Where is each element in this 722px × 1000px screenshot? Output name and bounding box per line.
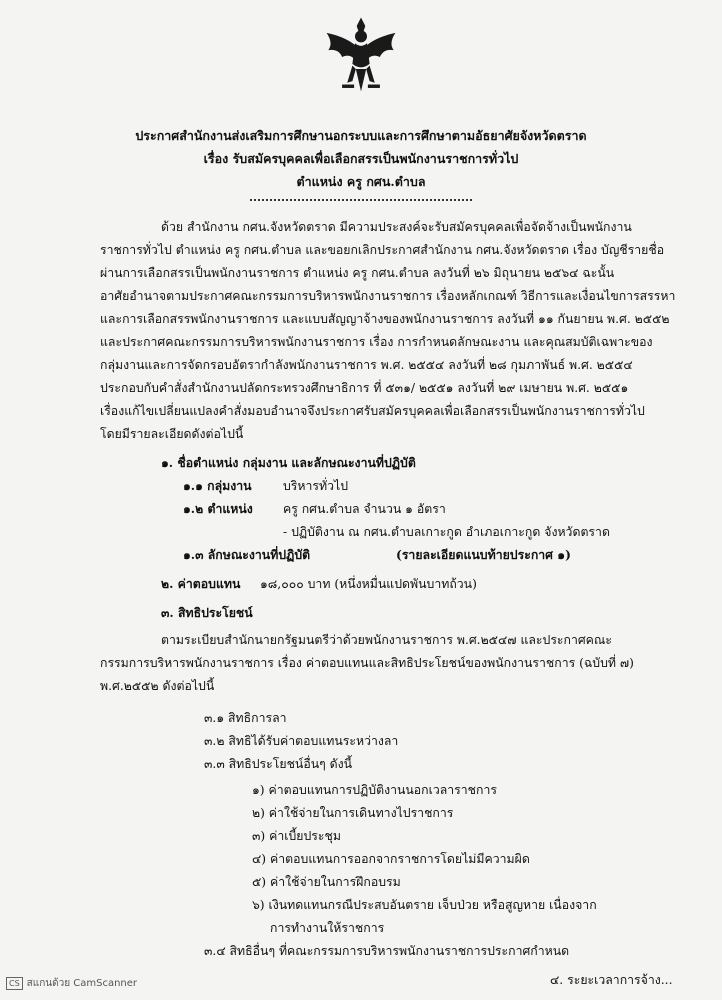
section3-3: ๓.๓ สิทธิประโยชน์อื่นๆ ดังนี้ xyxy=(204,757,353,771)
benefit-item: การทำงานให้ราชการ xyxy=(270,921,385,935)
section1-3-value: (รายละเอียดแนบท้ายประกาศ ๑) xyxy=(396,547,571,562)
benefit-item: ๑) ค่าตอบแทนการปฏิบัติงานนอกเวลาราชการ xyxy=(252,783,497,797)
section2-label: ๒. ค่าตอบแทน xyxy=(161,576,241,591)
section2-value: ๑๘,๐๐๐ บาท (หนึ่งหมื่นแปดพันบาทถ้วน) xyxy=(260,577,477,591)
body-line: และการเลือกสรรพนักงานราชการ และแบบสัญญาจ้างของพนักงานราชการ ลงวันที่ ๑๑ กันยายน พ.ศ. ๒๕๕๒ xyxy=(100,312,670,326)
body-line: ด้วย สำนักงาน กศน.จังหวัดตราด มีความประสงค์จะรับสมัครบุคคลเพื่อจัดจ้างเป็นพนักงาน xyxy=(161,220,632,234)
section3-para-line: กรรมการบริหารพนักงานราชการ เรื่อง ค่าตอบแทนและสิทธิประโยชน์ของพนักงานราชการ (ฉบับที่ ๗) xyxy=(100,656,634,670)
section3-para-line: ตามระเบียบสำนักนายกรัฐมนตรีว่าด้วยพนักงานราชการ พ.ศ.๒๕๔๗ และประกาศคณะ xyxy=(161,633,612,647)
announcement-subject: เรื่อง รับสมัครบุคคลเพื่อเลือกสรรเป็นพนักงานราชการทั่วไป xyxy=(203,151,519,166)
section3-1: ๓.๑ สิทธิการลา xyxy=(204,711,287,725)
announcement-position: ตำแหน่ง ครู กศน.ตำบล xyxy=(296,174,426,189)
body-line: ประกอบกับคำสั่งสำนักงานปลัดกระทรวงศึกษาธิการ ที่ ๕๓๑/ ๒๕๕๑ ลงวันที่ ๒๙ เมษายน พ.ศ. ๒๕๕๑ xyxy=(100,381,629,395)
section3-para-line: พ.ศ.๒๕๕๒ ดังต่อไปนี้ xyxy=(100,679,215,693)
camscanner-text: สแกนด้วย CamScanner xyxy=(26,978,138,989)
announcement-title: ประกาศสำนักงานส่งเสริมการศึกษานอกระบบและการศึกษาตามอัธยาศัยจังหวัดตราด xyxy=(135,128,587,143)
benefit-item: ๖) เงินทดแทนกรณีประสบอันตราย เจ็บป่วย หรือสูญหาย เนื่องจาก xyxy=(252,898,597,912)
section3-2: ๓.๒ สิทธิได้รับค่าตอบแทนระหว่างลา xyxy=(204,734,399,748)
benefit-item: ๕) ค่าใช้จ่ายในการฝึกอบรม xyxy=(252,875,401,889)
benefit-item: ๔) ค่าตอบแทนการออกจากราชการโดยไม่มีความผิด xyxy=(252,852,530,866)
body-line: กลุ่มงานและการจัดกรอบอัตรากำลังพนักงานราชการ พ.ศ. ๒๕๕๔ ลงวันที่ ๒๘ กุมภาพันธ์ พ.ศ. ๒๕๕๔ xyxy=(100,358,633,372)
camscanner-logo-icon: CS xyxy=(6,977,23,990)
body-line: โดยมีรายละเอียดดังต่อไปนี้ xyxy=(100,427,244,441)
section1-1-label: ๑.๑ กลุ่มงาน xyxy=(183,478,252,493)
body-line: ราชการทั่วไป ตำแหน่ง ครู กศน.ตำบล และขอยกเลิกประกาศสำนักงาน กศน.จังหวัดตราด เรื่อง บัญชีรายชื่อ xyxy=(100,243,665,257)
benefit-item: ๓) ค่าเบี้ยประชุม xyxy=(252,829,341,843)
body-line: และประกาศคณะกรรมการบริหารพนักงานราชการ เรื่อง การกำหนดลักษณะงาน และคุณสมบัติเฉพาะของ xyxy=(100,335,653,349)
benefit-item: ๒) ค่าใช้จ่ายในการเดินทางไปราชการ xyxy=(252,806,454,820)
section1-3-label: ๑.๓ ลักษณะงานที่ปฏิบัติ xyxy=(183,547,311,562)
body-line: เรื่องแก้ไขเปลี่ยนแปลงคำสั่งมอบอำนาจจึงประกาศรับสมัครบุคคลเพื่อเลือกสรรเป็นพนักงานราชการทั่วไป xyxy=(100,404,645,418)
body-line: อาศัยอำนาจตามประกาศคณะกรรมการบริหารพนักงานราชการ เรื่องหลักเกณฑ์ วิธีการและเงื่อนไขการสรรหา xyxy=(100,289,676,303)
section1-title: ๑. ชื่อตำแหน่ง กลุ่มงาน และลักษณะงานที่ปฏิบัติ xyxy=(161,455,416,470)
camscanner-watermark xyxy=(6,976,137,991)
section1-2-value: ครู กศน.ตำบล จำนวน ๑ อัตรา xyxy=(283,502,446,516)
section1-1-value: บริหารทั่วไป xyxy=(283,479,349,493)
body-line: ผ่านการเลือกสรรเป็นพนักงานราชการ ตำแหน่ง ครู กศน.ตำบล ลงวันที่ ๒๖ มิถุนายน ๒๕๖๔ ฉะนั้น xyxy=(100,266,615,280)
section3-4: ๓.๔ สิทธิอื่นๆ ที่คณะกรรมการบริหารพนักงานราชการประกาศกำหนด xyxy=(204,944,570,958)
section1-2-label: ๑.๒ ตำแหน่ง xyxy=(183,501,253,516)
section1-2-note: - ปฏิบัติงาน ณ กศน.ตำบลเกาะกูด อำเภอเกาะกูด จังหวัดตราด xyxy=(283,525,610,539)
header-divider xyxy=(250,199,472,201)
continuation-note: ๔. ระยะเวลาการจ้าง... xyxy=(550,973,673,987)
garuda-emblem-icon xyxy=(318,14,404,100)
section3-title: ๓. สิทธิประโยชน์ xyxy=(161,605,253,620)
